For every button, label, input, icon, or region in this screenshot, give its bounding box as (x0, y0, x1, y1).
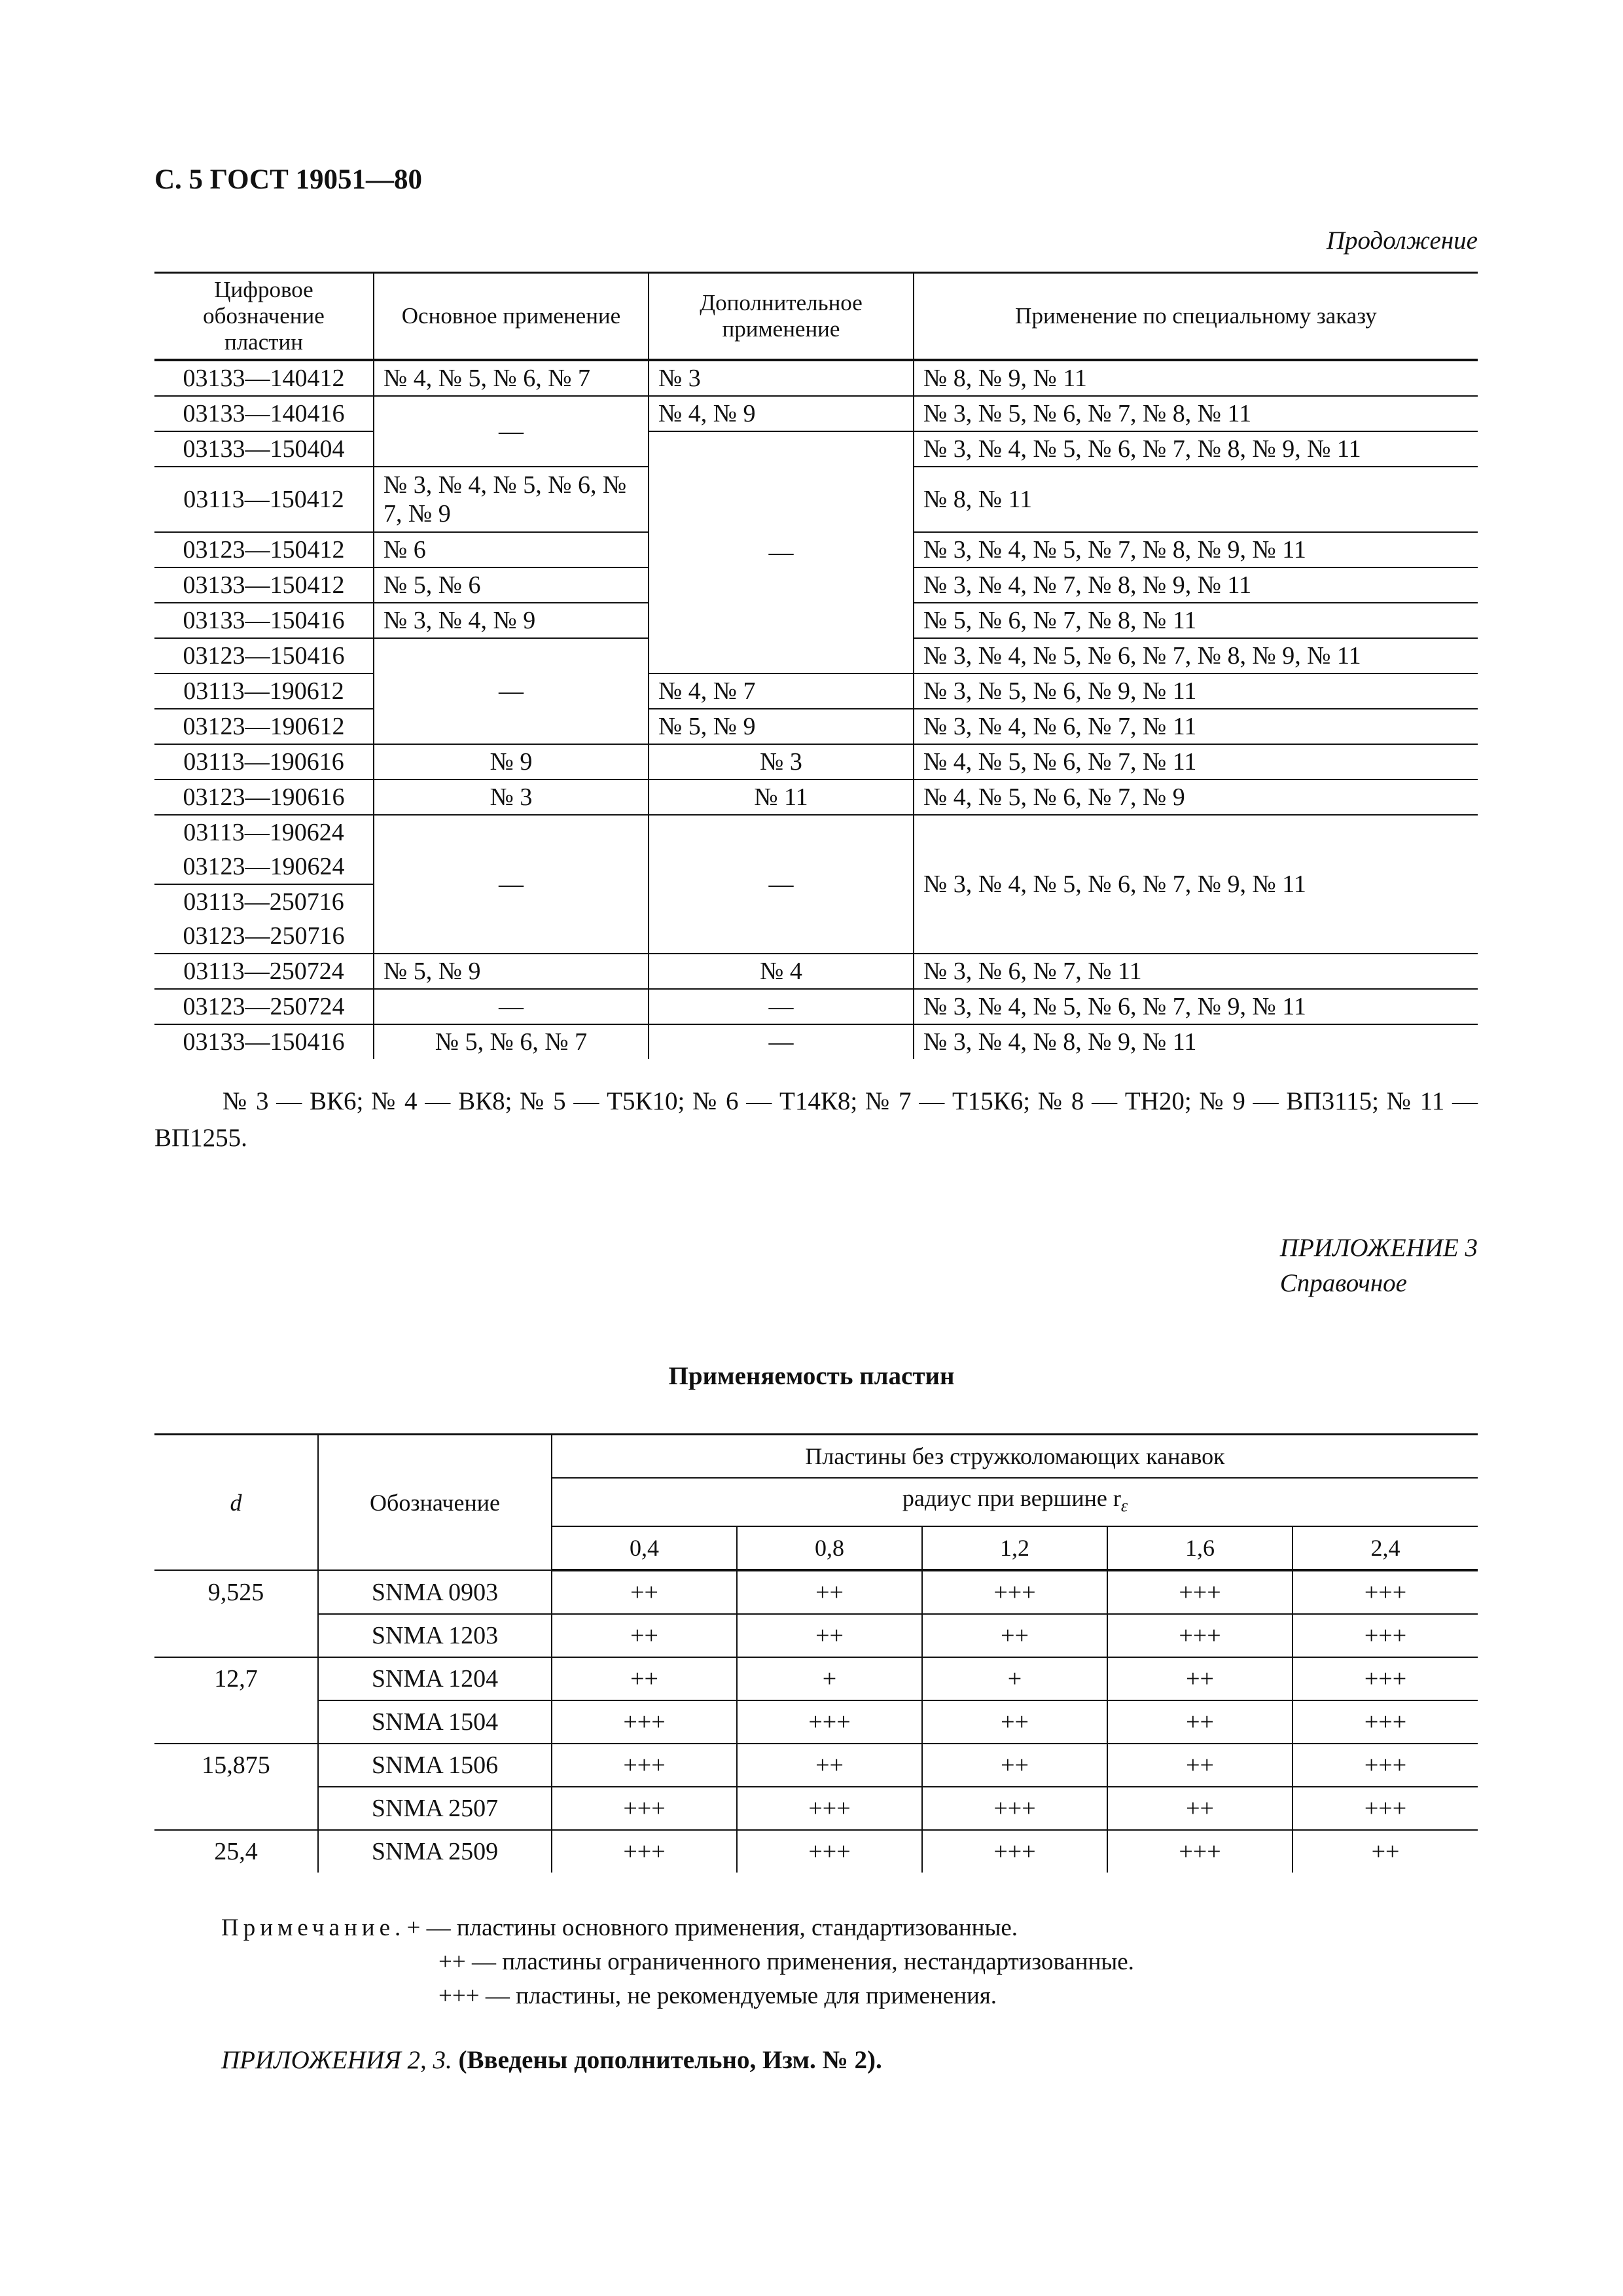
cell-d: 15,875 (154, 1744, 318, 1787)
cell-applicability: ++ (1107, 1657, 1293, 1700)
table-row (154, 1614, 1478, 1657)
cell-main: — (374, 815, 649, 954)
cell-extra: № 4, № 9 (649, 396, 914, 431)
cell-d: 25,4 (154, 1830, 318, 1873)
cell-code: 03133—150416 (154, 603, 374, 638)
cell-applicability: ++ (737, 1614, 922, 1657)
cell-applicability: +++ (1293, 1570, 1478, 1614)
cell-special: № 3, № 5, № 6, № 9, № 11 (914, 673, 1478, 709)
cell-designation: SNMA 1203 (318, 1614, 552, 1657)
cell-main: № 5, № 9 (374, 954, 649, 989)
table-header-row (154, 1435, 1478, 1479)
col-header-radius-value: 0,8 (737, 1526, 922, 1570)
cell-special: № 3, № 4, № 5, № 7, № 8, № 9, № 11 (914, 532, 1478, 567)
cell-code: 03123—150416 (154, 638, 374, 673)
col-header-group: Пластины без стружколомающих канавок (552, 1435, 1478, 1479)
cell-applicability: ++ (552, 1570, 737, 1614)
cell-code: 03123—250724 (154, 989, 374, 1024)
table-row (154, 815, 1478, 850)
table-header-row (154, 273, 1478, 361)
cell-special: № 3, № 4, № 5, № 6, № 7, № 8, № 9, № 11 (914, 638, 1478, 673)
cell-special: № 4, № 5, № 6, № 7, № 9 (914, 780, 1478, 815)
cell-d (154, 1787, 318, 1830)
cell-d: 9,525 (154, 1570, 318, 1614)
cell-code: 03113—250716 (154, 884, 374, 919)
table-row (154, 709, 1478, 744)
cell-extra: № 5, № 9 (649, 709, 914, 744)
cell-designation: SNMA 2509 (318, 1830, 552, 1873)
applicability-table-title: Применяемость пластин (668, 1362, 955, 1390)
cell-designation: SNMA 1506 (318, 1744, 552, 1787)
cell-extra: № 3 (649, 744, 914, 780)
cell-applicability: +++ (737, 1700, 922, 1744)
cell-special: № 3, № 4, № 7, № 8, № 9, № 11 (914, 567, 1478, 603)
cell-extra: № 4, № 7 (649, 673, 914, 709)
cell-extra: — (649, 431, 914, 673)
table-row (154, 1830, 1478, 1873)
grade-legend: № 3 — ВК6; № 4 — ВК8; № 5 — Т5К10; № 6 — Т14К8; № 7 — Т15К6; № 8 — ТН20; № 9 — ВП3115; № 11 — ВП1255. (154, 1087, 1478, 1152)
applicability-table (154, 1433, 1478, 1873)
cell-applicability: ++ (737, 1744, 922, 1787)
cell-applicability: ++ (1107, 1787, 1293, 1830)
cell-special: № 5, № 6, № 7, № 8, № 11 (914, 603, 1478, 638)
radius-subscript: ε (1120, 1496, 1128, 1516)
cell-main: № 6 (374, 532, 649, 567)
cell-applicability: +++ (552, 1787, 737, 1830)
cell-applicability: ++ (922, 1614, 1107, 1657)
cell-applicability: +++ (737, 1830, 922, 1873)
cell-code: 03113—190612 (154, 673, 374, 709)
cell-d (154, 1614, 318, 1657)
cell-main: — (374, 989, 649, 1024)
cell-applicability: + (737, 1657, 922, 1700)
cell-applicability: +++ (1293, 1614, 1478, 1657)
cell-applicability: +++ (1107, 1570, 1293, 1614)
amendment-appendix-ref: ПРИЛОЖЕНИЯ 2, 3. (221, 2046, 452, 2074)
table-row (154, 360, 1478, 396)
cell-applicability: ++ (922, 1700, 1107, 1744)
col-header-radius-value: 2,4 (1293, 1526, 1478, 1570)
col-header-extra: Дополнительное применение (649, 273, 914, 361)
amendment-note (221, 2045, 882, 2075)
cell-applicability: ++ (552, 1657, 737, 1700)
table-row (154, 396, 1478, 431)
cell-extra: № 4 (649, 954, 914, 989)
cell-special: № 3, № 4, № 5, № 6, № 7, № 9, № 11 (914, 815, 1478, 954)
applicability-table-body (154, 1570, 1478, 1873)
cell-special: № 3, № 4, № 5, № 6, № 7, № 8, № 9, № 11 (914, 431, 1478, 467)
page-title: С. 5 ГОСТ 19051—80 (154, 164, 423, 195)
cell-main: — (374, 396, 649, 467)
cell-applicability: +++ (552, 1830, 737, 1873)
cell-code: 03113—190616 (154, 744, 374, 780)
radius-label: радиус при вершине r (902, 1485, 1121, 1511)
note-line-3: +++ — пластины, не рекомендуемые для применения. (438, 1982, 997, 2009)
table-row (154, 780, 1478, 815)
cell-code: 03133—140416 (154, 396, 374, 431)
cell-main: № 5, № 6 (374, 567, 649, 603)
cell-main: № 5, № 6, № 7 (374, 1024, 649, 1059)
cell-main: № 9 (374, 744, 649, 780)
cell-main: № 4, № 5, № 6, № 7 (374, 360, 649, 396)
cell-applicability: +++ (737, 1787, 922, 1830)
cell-d: 12,7 (154, 1657, 318, 1700)
col-header-radius (552, 1478, 1478, 1526)
cell-applicability: +++ (552, 1744, 737, 1787)
cell-extra: — (649, 989, 914, 1024)
table-row (154, 744, 1478, 780)
cell-applicability: ++ (922, 1744, 1107, 1787)
cell-code: 03133—140412 (154, 360, 374, 396)
cell-applicability: + (922, 1657, 1107, 1700)
cell-designation: SNMA 0903 (318, 1570, 552, 1614)
cell-extra: № 11 (649, 780, 914, 815)
note-line-2: ++ — пластины ограниченного применения, нестандартизованные. (438, 1948, 1134, 1975)
table-row (154, 431, 1478, 467)
cell-applicability: +++ (1293, 1700, 1478, 1744)
cell-extra: — (649, 815, 914, 954)
cell-extra: № 3 (649, 360, 914, 396)
cell-main: — (374, 638, 649, 744)
appendix-type: Справочное (1279, 1269, 1407, 1297)
continuation-label: Продолжение (1326, 226, 1478, 255)
cell-applicability: ++ (1293, 1830, 1478, 1873)
table-row (154, 1570, 1478, 1614)
cell-special: № 3, № 4, № 8, № 9, № 11 (914, 1024, 1478, 1059)
cell-applicability: ++ (552, 1614, 737, 1657)
cell-main: № 3, № 4, № 5, № 6, № 7, № 9 (374, 467, 649, 532)
cell-code: 03113—150412 (154, 467, 374, 532)
cell-main: № 3 (374, 780, 649, 815)
col-header-radius-value: 0,4 (552, 1526, 737, 1570)
col-header-code: Цифровое обозначение пластин (154, 273, 374, 361)
cell-applicability: ++ (1107, 1744, 1293, 1787)
col-header-d: d (154, 1435, 318, 1571)
cell-code: 03133—150404 (154, 431, 374, 467)
col-header-main: Основное применение (374, 273, 649, 361)
cell-code: 03113—190624 (154, 815, 374, 850)
cell-designation: SNMA 2507 (318, 1787, 552, 1830)
cell-applicability: +++ (922, 1830, 1107, 1873)
table-row (154, 1744, 1478, 1787)
table-row (154, 1024, 1478, 1059)
cell-code: 03123—190624 (154, 850, 374, 884)
cell-special: № 3, № 4, № 6, № 7, № 11 (914, 709, 1478, 744)
cell-d (154, 1700, 318, 1744)
table-row (154, 1700, 1478, 1744)
cell-special: № 3, № 6, № 7, № 11 (914, 954, 1478, 989)
cell-applicability: ++ (737, 1570, 922, 1614)
amendment-text: (Введены дополнительно, Изм. № 2). (458, 2046, 882, 2074)
cell-designation: SNMA 1504 (318, 1700, 552, 1744)
col-header-radius-value: 1,6 (1107, 1526, 1293, 1570)
note-label: Примечание (221, 1914, 395, 1941)
cell-applicability: +++ (1293, 1744, 1478, 1787)
cell-code: 03123—190616 (154, 780, 374, 815)
table-row (154, 989, 1478, 1024)
cell-applicability: +++ (552, 1700, 737, 1744)
col-header-radius-value: 1,2 (922, 1526, 1107, 1570)
cell-code: 03123—250716 (154, 919, 374, 954)
cell-special: № 3, № 4, № 5, № 6, № 7, № 9, № 11 (914, 989, 1478, 1024)
appendix-label: ПРИЛОЖЕНИЕ 3 (1279, 1234, 1478, 1262)
cell-code: 03133—150416 (154, 1024, 374, 1059)
cell-main: № 3, № 4, № 9 (374, 603, 649, 638)
cell-applicability: +++ (922, 1787, 1107, 1830)
table-row (154, 1787, 1478, 1830)
cell-designation: SNMA 1204 (318, 1657, 552, 1700)
note-line-1: . + — пластины основного применения, стандартизованные. (395, 1914, 1018, 1941)
table-row (154, 1657, 1478, 1700)
table-row (154, 954, 1478, 989)
cell-applicability: +++ (1107, 1614, 1293, 1657)
cell-applicability: +++ (1293, 1787, 1478, 1830)
cell-special: № 4, № 5, № 6, № 7, № 11 (914, 744, 1478, 780)
cell-code: 03113—250724 (154, 954, 374, 989)
cell-special: № 3, № 5, № 6, № 7, № 8, № 11 (914, 396, 1478, 431)
cell-special: № 8, № 11 (914, 467, 1478, 532)
cell-special: № 8, № 9, № 11 (914, 360, 1478, 396)
cell-code: 03123—190612 (154, 709, 374, 744)
plates-application-table (154, 272, 1478, 1059)
cell-applicability: +++ (1293, 1657, 1478, 1700)
cell-extra: — (649, 1024, 914, 1059)
cell-applicability: ++ (1107, 1700, 1293, 1744)
col-header-special: Применение по специальному заказу (914, 273, 1478, 361)
table-row (154, 673, 1478, 709)
cell-code: 03133—150412 (154, 567, 374, 603)
note (221, 1911, 1134, 2013)
cell-applicability: +++ (1107, 1830, 1293, 1873)
cell-code: 03123—150412 (154, 532, 374, 567)
cell-applicability: +++ (922, 1570, 1107, 1614)
col-header-designation: Обозначение (318, 1435, 552, 1571)
appendix-heading (1280, 1230, 1478, 1301)
